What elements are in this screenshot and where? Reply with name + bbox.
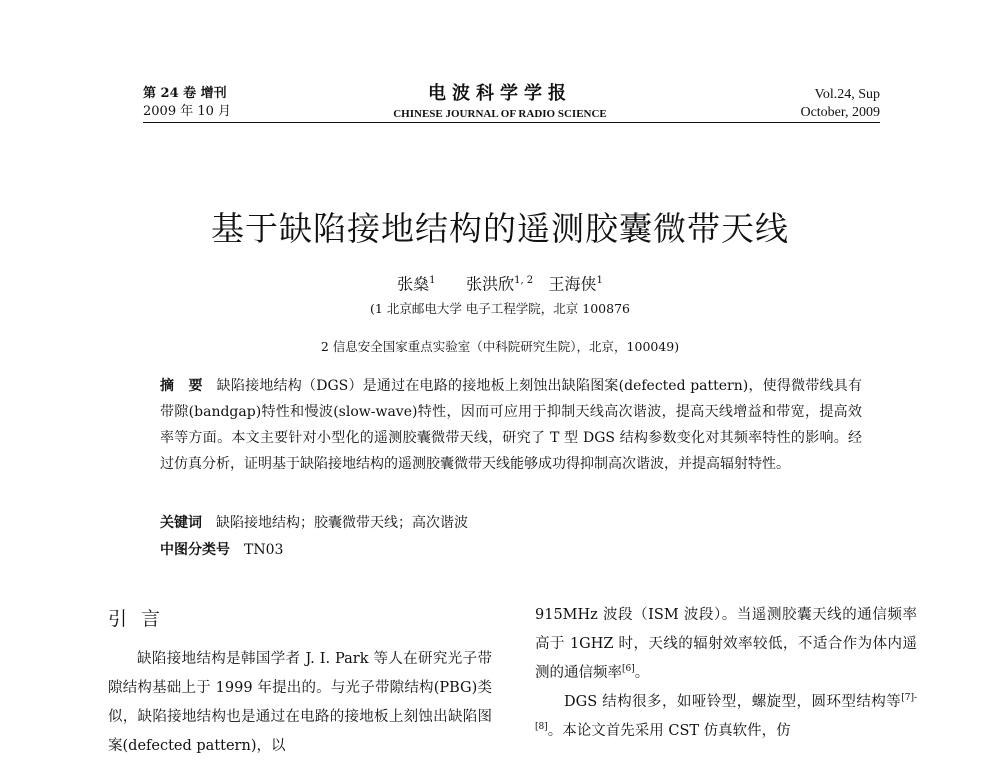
classification-text: TN03: [244, 542, 284, 558]
paper-title: 基于缺陷接地结构的遥测胶囊微带天线: [211, 209, 789, 248]
body-column-right: [535, 601, 917, 746]
author-name: 张燊: [397, 274, 430, 294]
body-text: 。: [634, 665, 650, 681]
abstract-label: 摘 要: [160, 378, 203, 394]
header-rule: [143, 122, 880, 123]
author-list: [0, 270, 1000, 295]
body-text: 915MHz 波段（ISM 波段）。当遥测胶囊天线的通信频率高于 1GHZ 时，天线的辐射效率较低，不适合作为体内遥测的通信频率: [535, 607, 917, 681]
journal-name: [340, 83, 660, 122]
citation-ref: [6]: [622, 664, 635, 675]
publication-date-en: October, 2009: [800, 105, 880, 120]
journal-volume-info-en: [800, 86, 880, 122]
body-paragraph: [535, 688, 917, 746]
affiliation-2: 2 信息安全国家重点实验室（中科院研究生院），北京，100049): [320, 339, 680, 354]
abstract: [160, 373, 862, 477]
author-affiliation-mark: 1: [429, 275, 436, 286]
journal-volume-info: [143, 85, 231, 121]
citation-ref: [7]- [8]: [535, 693, 917, 733]
keywords-text: 缺陷接地结构；胶囊微带天线；高次谐波: [216, 515, 468, 531]
journal-name-cn: 电波科学学报: [428, 83, 572, 104]
body-text: 。本论文首先采用 CST 仿真软件，仿: [547, 723, 791, 739]
classification-number: [160, 539, 283, 561]
author-name: 张洪欣: [466, 274, 515, 294]
author-affiliation-mark: 1: [596, 275, 603, 286]
affiliation-1: (1 北京邮电大学 电子工程学院，北京 100876: [370, 301, 630, 316]
author-affiliation-mark: 1, 2: [514, 275, 534, 286]
body-text: DGS 结构很多，如哑铃型，螺旋型，圆环型结构等: [564, 694, 902, 710]
body-paragraph: 缺陷接地结构是韩国学者 J. I. Park 等人在研究光子带隙结构基础上于 1999 年提出的。与光子带隙结构(PBG)类似，缺陷接地结构也是通过在电路的接地板上刻蚀出缺陷图案(defected pattern)，以: [108, 651, 492, 754]
body-column-left: [108, 645, 492, 761]
keywords-label: 关键词: [160, 515, 202, 531]
journal-name-en: CHINESE JOURNAL OF RADIO SCIENCE: [393, 108, 607, 120]
volume-issue: 第 24 卷 增刊: [143, 86, 227, 101]
body-paragraph: [535, 601, 917, 688]
author-name: 王海侠: [548, 274, 597, 294]
volume-issue-en: Vol.24, Sup: [814, 87, 880, 102]
keywords: [160, 512, 468, 534]
section-heading-introduction: 引言: [108, 608, 175, 630]
publication-date-cn: 2009 年 10 月: [143, 104, 232, 119]
classification-label: 中图分类号: [160, 542, 230, 558]
abstract-text: 缺陷接地结构（DGS）是通过在电路的接地板上刻蚀出缺陷图案(defected pattern)，使得微带线具有带隙(bandgap)特性和慢波(slow-wave)特性，因而可应用于抑制天线高次谐波，提高天线增益和带宽，提高效率等方面。本文主要针对小型化的遥测胶囊微带天线，研究了 T 型 DGS 结构参数变化对其频率特性的影响。经过仿真分析，证明基于缺陷接地结构的遥测胶囊微带天线能够成功得抑制高次谐波，并提高辐射特性。: [160, 378, 863, 472]
